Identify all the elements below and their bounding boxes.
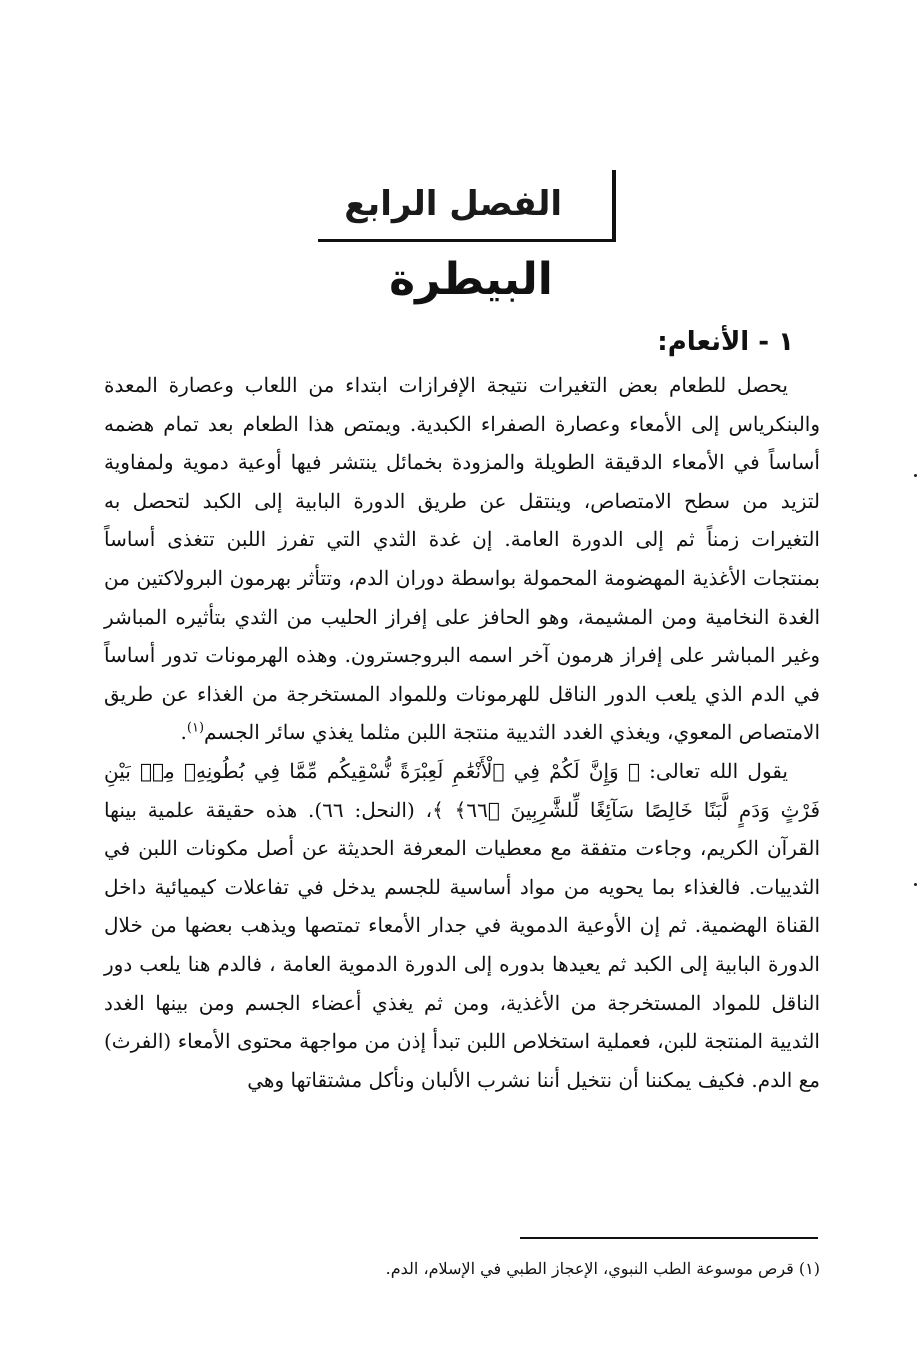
chapter-label: الفصل الرابع [344, 184, 562, 224]
paragraph-1-end: . [180, 720, 187, 745]
margin-dot [914, 474, 917, 477]
chapter-frame-vertical-rule [612, 170, 616, 242]
quran-verse: ﴿ وَإِنَّ لَكُمْ فِي ٱلْأَنْعَٰمِ لَعِبْرَةً نُّسْقِيكُم مِّمَّا فِي بُطُونِهِۦ مِنۢ بَيْنِ فَرْثٍ وَدَمٍ لَّبَنًا خَالِصًا سَآئِغًا لِّلشَّٰرِبِينَ ﴿٦٦﴾ ﴾ [104, 758, 821, 822]
paragraph-2-rest: ، (النحل: ٦٦). هذه حقيقة علمية بينها القرآن الكريم، وجاءت متفقة مع معطيات المعرفة الحديثة عن أصل مكونات اللبن في الثدييات. فالغذاء بما يحويه من مواد أساسية للجسم يدخل في تفاعلات كيميائية داخل القناة الهضمية. ثم إن الأوعية الدموية في جدار الأمعاء تمتصها ويذهب بعضها من خلال الدورة البابية إلى الكبد ثم يعيدها بدوره إلى الدورة الدموية العامة ، فالدم هنا يلعب دور الناقل للمواد المستخرجة من الأغذية، ومن ثم يغذي أعضاء الجسم ومن بينها الغدد الثديية المنتجة للبن، فعملية استخلاص اللبن تبدأ إذن من مواجهة محتوى الأمعاء (الفرث) مع الدم. فكيف يمكننا أن نتخيل أننا نشرب الألبان ونأكل مشتقاتها وهي [104, 797, 820, 1092]
paragraph-1-text: يحصل للطعام بعض التغيرات نتيجة الإفرازات ابتداء من اللعاب وعصارة المعدة والبنكرياس إلى الأمعاء وعصارة الصفراء الكبدية. ويمتص هذا الطعام بعد تمام هضمه أساساً في الأمعاء الدقيقة الطويلة والمزودة بخمائل ينتشر فيها أوعية دموية ولمفاوية لتزيد من سطح الامتصاص، وينتقل عن طريق الدورة البابية إلى الكبد لتحصل به التغيرات زمناً ثم إلى الدورة العامة. إن غدة الثدي التي تفرز اللبن تتغذى أساساً بمنتجات الأغذية المهضومة المحمولة بواسطة دوران الدم، وتتأثر بهرمون البرولاكتين من الغدة النخامية ومن المشيمة، وهو الحافز على إفراز الحليب من الثدي بتأثيره المباشر وغير المباشر على إفراز هرمون آخر اسمه البروجسترون. وهذه الهرمونات تدور أساساً في الدم الذي يلعب الدور الناقل للهرمونات وللمواد المستخرجة من الغذاء عن طريق الامتصاص المعوي، ويغذي الغدد الثديية منتجة اللبن مثلما يغذي سائر الجسم [104, 373, 820, 745]
paragraph-2 [104, 752, 820, 1099]
chapter-frame-horizontal-rule [318, 239, 616, 242]
chapter-heading-frame [318, 170, 616, 242]
body-text [104, 366, 820, 1099]
paragraph-1 [104, 366, 820, 752]
margin-dot [914, 883, 917, 886]
chapter-title: البيطرة [389, 254, 553, 305]
footnote: (١) قرص موسوعة الطب النبوي، الإعجاز الطبي في الإسلام، الدم. [385, 1259, 820, 1278]
footnote-reference: (١) [186, 720, 205, 736]
paragraph-2-intro: يقول الله تعالى: [639, 758, 788, 783]
footnote-separator [520, 1237, 818, 1239]
section-heading: ١ - الأنعام: [657, 327, 794, 357]
